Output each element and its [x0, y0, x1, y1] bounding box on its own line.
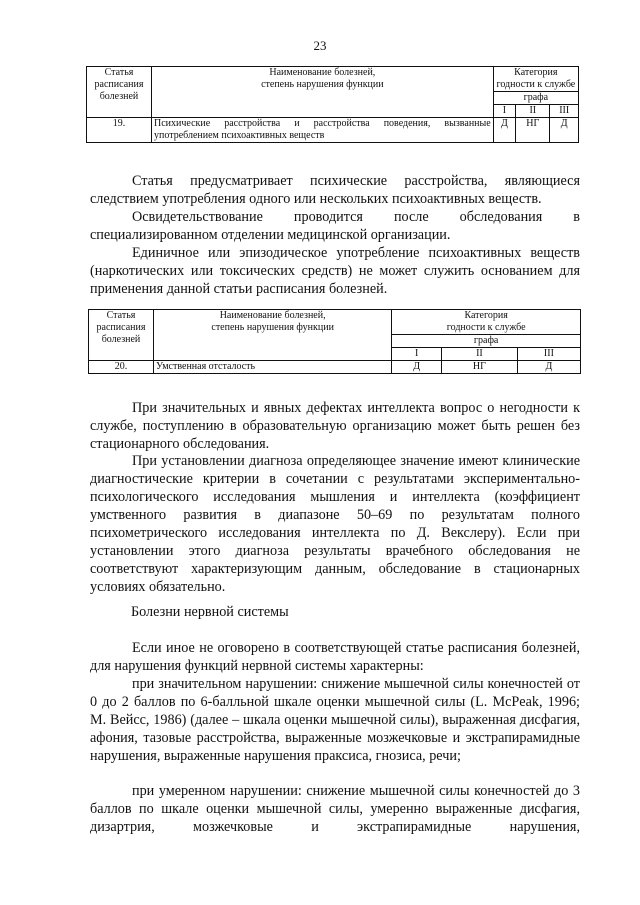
- paragraph-19-3: Единичное или эпизодическое употребление психоактивных веществ (наркотических или токсических средств) не может служить основанием для применения данной статьи расписания болезней.: [90, 245, 580, 297]
- row-disease-name: Умственная отсталость: [154, 361, 392, 374]
- header-name: [152, 67, 494, 118]
- header-name: [154, 310, 392, 361]
- paragraph-19-2: Освидетельствование проводится после обследования в специализированном отделении медицинской организации.: [90, 209, 580, 243]
- header-category-line1: Категория: [514, 67, 558, 78]
- row-category-3: Д: [550, 118, 579, 143]
- grafa-3: III: [517, 348, 580, 361]
- paragraph-nervous-significant: при значительном нарушении: снижение мышечной силы конечностей от 0 до 2 баллов по 6-балльной шкале оценки мышечной силы (L. McPeak, 1996; М. Вейсс, 1986) (далее – шкала оценки мышечной силы), выраженная дисфагия, афония, тазовые расстройства, выраженные мозжечковые и экстрапирамидные нарушения, выраженные нарушения праксиса, гнозиса, речи;: [90, 676, 580, 764]
- grafa-2: II: [516, 105, 550, 118]
- header-category: [493, 67, 578, 92]
- page-number: 23: [313, 38, 327, 53]
- row-category-1: Д: [493, 118, 515, 143]
- row-category-2: НГ: [516, 118, 550, 143]
- paragraph-nervous-moderate: при умеренном нарушении: снижение мышечной силы конечностей до 3 баллов по шкале оценки мышечной силы, умеренно выраженные дисфагия, дизартрия, мозжечковые и экстрапирамидные нарушения,: [90, 783, 580, 835]
- header-name-line1: Наименование болезней,: [269, 67, 376, 78]
- grafa-3: III: [550, 105, 579, 118]
- grafa-1: I: [493, 105, 515, 118]
- disease-table-19: [86, 66, 579, 143]
- header-category: [392, 310, 581, 335]
- header-article: Статья расписания болезней: [87, 67, 152, 118]
- header-name-line1: Наименование болезней,: [219, 310, 326, 321]
- header-grafa: графа: [493, 92, 578, 105]
- paragraph-nervous-intro: Если иное не оговорено в соответствующей статье расписания болезней, для нарушения функций нервной системы характерны:: [90, 640, 580, 674]
- row-category-3: Д: [517, 361, 580, 374]
- header-category-line1: Категория: [464, 310, 508, 321]
- row-article: 20.: [89, 361, 154, 374]
- paragraph-19-1: Статья предусматривает психические расстройства, являющиеся следствием употребления одного или нескольких психоактивных веществ.: [90, 173, 580, 207]
- header-grafa: графа: [392, 335, 581, 348]
- header-category-line2: годности к службе: [496, 79, 576, 90]
- paragraph-20-2: При установлении диагноза определяющее значение имеют клинические диагностические критерии в сочетании с результатами экспериментально-психологического исследования мышления и интеллекта (коэффициент умственного развития в диапазоне 50–69 по результатам полного психометрического исследования интеллекта по Д. Векслеру). Если при установлении этого диагноза результаты врачебного обследования не соответствуют характеризующим данным, обследование в стационарных условиях обязательно.: [90, 453, 580, 595]
- header-name-line2: степень нарушения функции: [211, 322, 334, 333]
- row-disease-name: Психические расстройства и расстройства поведения, вызванные употреблением психоактивных веществ: [152, 118, 494, 143]
- grafa-1: I: [392, 348, 442, 361]
- paragraph-20-1: При значительных и явных дефектах интеллекта вопрос о негодности к службе, поступлению в образовательную организацию может быть решен без стационарного обследования.: [90, 400, 580, 452]
- header-category-line2: годности к службе: [446, 322, 526, 333]
- grafa-2: II: [442, 348, 518, 361]
- header-name-line2: степень нарушения функции: [261, 79, 384, 90]
- disease-table-20: [88, 309, 581, 374]
- row-article: 19.: [87, 118, 152, 143]
- header-article: Статья расписания болезней: [89, 310, 154, 361]
- row-category-1: Д: [392, 361, 442, 374]
- row-category-2: НГ: [442, 361, 518, 374]
- section-heading: Болезни нервной системы: [131, 604, 289, 620]
